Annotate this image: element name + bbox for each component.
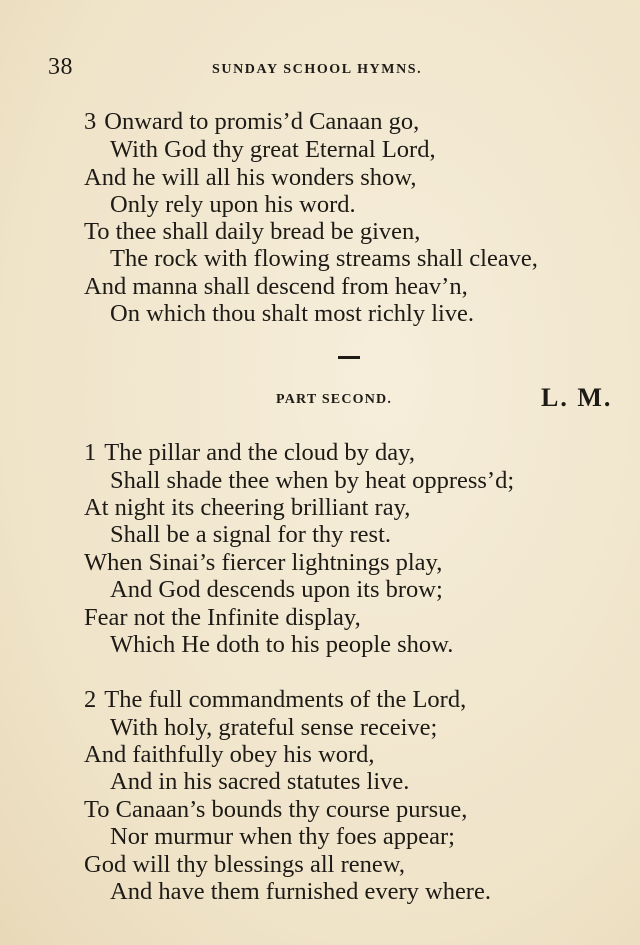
- verse-line: Fear not the Infinite display,: [84, 604, 361, 631]
- verse-line: 3 Onward to promis’d Canaan go,: [84, 108, 420, 135]
- verse-line: 2 The full commandments of the Lord,: [84, 686, 467, 713]
- verse-line: To Canaan’s bounds thy course pursue,: [84, 796, 468, 823]
- verse-line: To thee shall daily bread be given,: [84, 218, 421, 245]
- verse-line: Shall be a signal for thy rest.: [110, 521, 392, 548]
- verse-line: And he will all his wonders show,: [84, 164, 417, 191]
- part-title: PART SECOND.: [276, 392, 393, 407]
- stanza-number: 2: [84, 686, 97, 713]
- verse-line: On which thou shalt most richly live.: [110, 300, 475, 327]
- verse-line: And faithfully obey his word,: [84, 741, 375, 768]
- verse-line: With God thy great Eternal Lord,: [110, 136, 436, 163]
- verse-line: And God descends upon its brow;: [110, 576, 443, 603]
- verse-line: And in his sacred statutes live.: [110, 768, 410, 795]
- verse-line: And have them furnished every where.: [110, 878, 491, 905]
- verse-line: The rock with flowing streams shall cleave,: [110, 245, 538, 272]
- stanza-number: 1: [84, 439, 97, 466]
- meter-label: L. M.: [541, 383, 613, 412]
- section-divider: [338, 356, 360, 359]
- verse-line: Nor murmur when thy foes appear;: [110, 823, 455, 850]
- verse-line: With holy, grateful sense receive;: [110, 714, 438, 741]
- verse-line: Shall shade thee when by heat oppress’d;: [110, 467, 515, 494]
- page-number: 38: [48, 54, 73, 80]
- verse-line: God will thy blessings all renew,: [84, 851, 405, 878]
- running-title: SUNDAY SCHOOL HYMNS.: [212, 62, 423, 77]
- verse-line: Which He doth to his people show.: [110, 631, 454, 658]
- verse-line: At night its cheering brilliant ray,: [84, 494, 411, 521]
- verse-line: 1 The pillar and the cloud by day,: [84, 439, 415, 466]
- verse-line: And manna shall descend from heav’n,: [84, 273, 468, 300]
- stanza-number: 3: [84, 108, 97, 135]
- verse-line: When Sinai’s fiercer lightnings play,: [84, 549, 443, 576]
- verse-line: Only rely upon his word.: [110, 191, 356, 218]
